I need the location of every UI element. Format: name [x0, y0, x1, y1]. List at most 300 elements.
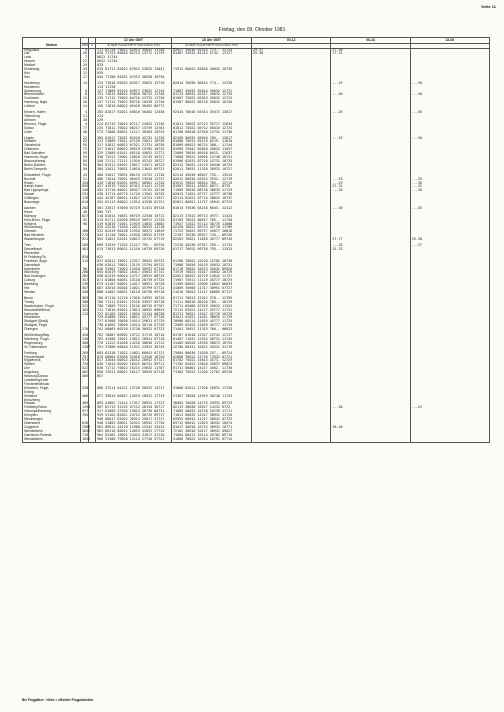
subheader-12-codes: iiiii Nddff VVwwW PPPTT NhCLhCMCH TdTd [96, 44, 172, 49]
obs-18-gmt-cell: 62006 70012 15716 73532 07721 [172, 356, 252, 360]
obs-18-gmt-cell: 82027 35630 01514 773-- 12724 [172, 48, 252, 52]
obs-12-gmt-cell: 0022 11744 [96, 60, 172, 64]
station-name-cell: Fürstenfeldbruck [23, 383, 81, 387]
station-name-cell: Erding [23, 391, 81, 395]
header-col-c: 18-06 [410, 38, 489, 44]
station-height-cell: 522 [82, 366, 89, 371]
obs-18-gmt-cell: 71111 66016 00216 785-- 10729 [172, 301, 252, 305]
obs-18-gmt-cell: 81017 40016 10714 30932 10771 [172, 426, 252, 430]
station-name-cell: Essen [23, 182, 81, 186]
station-name-cell: Düsseldorf, Flugh. [23, 174, 81, 178]
station-name-cell: Weißenburg [23, 226, 81, 230]
obs-12-gmt-cell: 452 62113 80022 11914 41536 01721 [96, 201, 172, 205]
station-height-cell: 530 [82, 385, 89, 390]
station-height-cell: 202 [82, 205, 89, 210]
obs-18-gmt-cell: 81809 60022 00714 300-- 11744 [172, 144, 252, 148]
obs-18-gmt-cell: 71808 70521 10016 15746 10731 [172, 156, 252, 160]
station-name-cell: Giessen [23, 230, 81, 234]
station-height-cell: 272 [82, 233, 89, 238]
col-b-cell: ---29 [331, 137, 410, 141]
station-name-cell: Memmingen [23, 418, 81, 422]
obs-12-gmt-cell: 946 68017 62022 26312 29017 31717 [96, 418, 172, 422]
obs-12-gmt-cell: 348 72111 71211 11916 45742 10727 [96, 160, 172, 164]
obs-12-gmt-cell: 729 61808 75011 10011 45777 07728 [96, 316, 172, 320]
station-name-cell: Deuselbach [23, 248, 81, 252]
obs-18-gmt-cell: 81808 70611 05119 6219- 11620 [172, 140, 252, 144]
station-height-cell: 21 [81, 178, 89, 182]
station-height-cell: 921 [82, 237, 89, 242]
station-height-cell: 406 [82, 393, 89, 398]
obs-18-gmt-cell: 31006 62011 17920 10931 11726 [172, 387, 252, 391]
station-height-cell: 276 [82, 327, 89, 332]
obs-18-gmt-cell: 81614 75636 04216 6043- 12412 [172, 207, 252, 211]
obs-12-gmt-cell: 229 [96, 119, 172, 123]
station-name-cell: Würzburg [23, 271, 81, 275]
obs-12-gmt-cell: 817 32044 60012 20212 20932 07721 [96, 359, 172, 363]
col-a-cell: 29-37 [252, 48, 331, 52]
obs-12-gmt-cell: 655 62019 70022 16417 45632 07741 [96, 271, 172, 275]
station-name-cell: Kahler Asten [23, 185, 81, 189]
obs-18-gmt-cell: 62420 70022 09713 45776 11709 [172, 226, 252, 230]
obs-12-gmt-cell: 020 71723 60026 03713 13772 11739 [96, 52, 172, 56]
station-name-cell: Darmstadt [23, 264, 81, 268]
obs-12-gmt-cell: 438 31714 60775 11716 11942 10735 [96, 193, 172, 197]
obs-18-gmt-cell: 21307 70020 14919 30740 11723 [172, 395, 252, 399]
obs-18-gmt-cell: 82014 76636 00514 774-- 13726 [172, 82, 252, 86]
obs-12-gmt-cell: 675 41107 60031 14417 30931 10728 [96, 283, 172, 287]
station-name-cell: Emden, Hafen [23, 111, 81, 115]
obs-12-gmt-cell: 542 32110 70021 12918 16932 07739 [96, 234, 172, 238]
obs-12-gmt-cell: 317 51812 60022 07521 21731 10736 [96, 144, 172, 148]
station-height-cell: 977 [82, 409, 89, 414]
station-name-cell: Passau [23, 402, 81, 406]
obs-18-gmt-cell: 81907 76611 43622 6077- 8729 [172, 185, 252, 189]
station-height-cell: 112 [82, 311, 89, 316]
obs-18-gmt-cell: 71702 62022 13018 45037 09623 [172, 363, 252, 367]
obs-18-gmt-cell: 81708 60018 07918 15731 11736 [172, 131, 252, 135]
obs-18-gmt-cell: 61718 70022 10413 45632 09526 [172, 268, 252, 272]
station-height-cell: 627 [82, 213, 89, 218]
obs-18-gmt-cell: 71908 70026 10119 45632 10731 [172, 264, 252, 268]
obs-12-gmt-cell: 131 71815 66022 03816 30732 11748 [96, 93, 172, 97]
header-col-b: 06-18 [331, 38, 410, 44]
obs-12-gmt-cell: 966 31300 79020 12114 27740 37721 [96, 438, 172, 442]
station-height-cell: 8 [81, 93, 89, 97]
obs-12-gmt-cell: 327 51617 60022 09519 15782 10733 [96, 148, 172, 152]
station-name-cell: Neustadt/Weinstr. [23, 309, 81, 313]
col-b-cell: ---26 [331, 189, 410, 193]
station-height-cell: 1493 [82, 405, 91, 410]
station-name-cell: Spiekeroog [23, 90, 81, 94]
station-height-cell: 318 [82, 336, 89, 341]
col-b-cell: 27-36 [331, 48, 410, 52]
col-b-cell: 28-46 [331, 426, 410, 430]
footnote: Bei Flugplätze : Höhe = offizielle Flugplatzhöhe [22, 698, 94, 702]
obs-12-gmt-cell: 554 31021 62241 44613 15732 07719 [96, 238, 172, 242]
station-name-cell: Hannover, flugh. [23, 156, 81, 160]
station-height-cell: 438 [82, 289, 89, 294]
station-name-cell: Osnabrück [23, 144, 81, 148]
obs-18-gmt-cell: 72216 40236 07917 763-- 11731 [172, 244, 252, 248]
station-height-cell: 1832 [82, 428, 91, 433]
weather-table [22, 37, 490, 443]
obs-12-gmt-cell: 742 60003 60226 13720 30932 07723 [96, 328, 172, 332]
station-name-cell: Braunschweig [23, 160, 81, 164]
col-c-cell: ---32 [410, 185, 489, 189]
station-name-cell: Bremen, Flugh. [23, 123, 81, 127]
station-name-cell: Frankfurt, flugh. [23, 260, 81, 264]
col-b-cell: ---30 [331, 406, 410, 410]
station-name-cell: Wasserkuppe [23, 238, 81, 242]
obs-18-gmt-cell: 92114 62021 07714 30641 10737 [172, 197, 252, 201]
station-name-cell: Garmisch-Partenk. [23, 434, 81, 438]
station-name-cell: Pferdsfeld [23, 252, 81, 256]
station-height-cell: 322 [82, 303, 89, 308]
obs-18-gmt-cell: 71909 70016 08718 30635 11723 [172, 189, 252, 193]
station-height-cell: 154 [82, 180, 89, 185]
station-name-cell: Tholey [23, 301, 81, 305]
obs-18-gmt-cell: 81912 70022 06614 785-- 12713 [172, 182, 252, 186]
station-name-cell: Zugspitze [23, 426, 81, 430]
obs-18-gmt-cell: 32700 60431 10512 45531 31719 [172, 346, 252, 350]
obs-12-gmt-cell: 727 62103 70031 13610 22134 08738 [96, 313, 172, 317]
station-name-cell: Bad Kissingen [23, 275, 81, 279]
station-name-cell: Weiden [23, 291, 81, 295]
obs-18-gmt-cell: 62214 45616 06617 755-- 13514 [172, 174, 252, 178]
station-height-cell: 46 [81, 211, 89, 215]
obs-18-gmt-cell: 61811 61021 14421 30632 11729 [172, 316, 252, 320]
obs-12-gmt-cell: 039 [96, 72, 172, 76]
col-c-cell: ---37 [410, 244, 489, 248]
station-height-cell: 92 [81, 219, 89, 223]
station-name-cell: Berlin-Dahlem [23, 164, 81, 168]
obs-12-gmt-cell: 635 61711 62022 07015 23632 12031 [96, 68, 172, 72]
obs-18-gmt-cell: 92415 70016 01913 35472 13617 [172, 111, 252, 115]
obs-12-gmt-cell: 836 71044 80202 16315 06741 09711 [96, 363, 172, 367]
obs-18-gmt-cell: 62013 71022 07717 15777 10738 [172, 193, 252, 197]
station-name-cell: Stuttgart (Stadt) [23, 320, 81, 324]
obs-18-gmt-cell: 70906 60214 11619 45777 11725 [172, 320, 252, 324]
obs-12-gmt-cell: 0022 11744 [96, 56, 172, 60]
obs-12-gmt-cell: 113 71816 65032 03317 35632 12718 [96, 82, 172, 86]
obs-18-gmt-cell: 61407 71031 12914 30731 11745 [172, 338, 252, 342]
obs-18-gmt-cell: 71927 72022 07112 30775 11608 [172, 223, 252, 227]
obs-12-gmt-cell: 763 41506 75011 13612 16931 07718 [96, 338, 172, 342]
obs-12-gmt-cell: 962 80912 44110 12900 12342 33524 [96, 426, 172, 430]
obs-18-gmt-cell: 81987 60022 00716 45632 10740 [172, 101, 252, 105]
station-height-cell: 112 [82, 258, 89, 263]
obs-18-gmt-cell: 61702 75022 15613 4573- 12729 [172, 359, 252, 363]
station-name-cell: Karlsruhe [23, 313, 81, 317]
station-height-cell: 409 [82, 401, 89, 406]
station-name-cell: Aachen [23, 207, 81, 211]
obs-12-gmt-cell: 045 71706 65031 07513 30938 10736 [96, 76, 172, 80]
station-height-cell: 85 [81, 160, 89, 164]
obs-12-gmt-cell: 687 42016 60202 14021 45799 07724 [96, 287, 172, 291]
station-height-cell: 26 [81, 52, 89, 56]
station-height-cell: 405 [82, 374, 89, 379]
station-name-cell: Stuttgart, Flugh. [23, 324, 81, 328]
page-title: Freitag, den 09. Oktober 1981 [218, 27, 286, 33]
station-height-cell: 186 [82, 229, 89, 234]
station-height-cell: 1832 [82, 436, 91, 441]
station-name-cell: Kempten [23, 414, 81, 418]
obs-12-gmt-cell: 803 62318 71022 14021 60942 07721 [96, 352, 172, 356]
col-b-cell: ---26 [331, 111, 410, 115]
station-name-cell: Augsburg [23, 371, 81, 375]
col-b-cell: ---29 [331, 82, 410, 86]
station-name-cell: Kreuzberg [23, 399, 81, 403]
station-height-cell: 357 [82, 278, 89, 283]
station-name-cell: Münster [23, 140, 81, 144]
obs-12-gmt-cell: 815 60064 63036 31016 14346 16726 [96, 356, 172, 360]
station-name-cell: Wendelstein [23, 430, 81, 434]
obs-12-gmt-cell: 505 737 [96, 211, 172, 215]
obs-18-gmt-cell: 36003 70020 14719 34931 09723 [172, 402, 252, 406]
col-a-cell [252, 438, 331, 442]
obs-12-gmt-cell: 501 32017 63030 07219 31431 09728 [96, 207, 172, 211]
station-name-cell: Köln-Bonn, Flugh. [23, 219, 81, 223]
obs-18-gmt-cell: 31405 60026 14916 30673 10725 [172, 342, 252, 346]
obs-18-gmt-cell: 71711 65000 07519 45632 11525 [172, 305, 252, 309]
obs-12-gmt-cell: 737 61908 70036 14514 29631 07729 [96, 320, 172, 324]
station-height-cell: 239 [82, 282, 89, 287]
station-name-cell: Koblenz [23, 223, 81, 227]
obs-18-gmt-cell: 21309 60022 10509 10641 06633 [172, 283, 252, 287]
subheader-s: S. [89, 44, 96, 49]
obs-18-gmt-cell: 71907 75611 11119 45777 10729 [172, 279, 252, 283]
obs-12-gmt-cell: 224 61715 70022 07117 24932 11736 [96, 123, 172, 127]
subheader-height: Höhe [82, 44, 89, 47]
obs-12-gmt-cell: 609 31919 71252 11217 795-- 09726 [96, 244, 172, 248]
station-name-cell: München, Flugh. [23, 387, 81, 391]
station-name-cell: Hohenpeißenberg [23, 410, 81, 414]
obs-12-gmt-cell: 638 62011 70021 13119 15794 09732 [96, 264, 172, 268]
col-b-cell: ---30 [331, 207, 410, 211]
obs-12-gmt-cell: 127 71809 65122 03917 23632 12743 [96, 90, 172, 94]
obs-12-gmt-cell: 857 [96, 375, 172, 379]
obs-18-gmt-cell: 71004 60412 10114 45782 09716 [172, 434, 252, 438]
obs-18-gmt-cell: 82203 70021 11818 45777 09743 [172, 238, 252, 242]
obs-12-gmt-cell: 329 21809 61011 09118 45632 12771 [96, 152, 172, 156]
station-height-cell: 481 [82, 247, 89, 251]
station-name-cell: Cuxhaven [23, 97, 81, 101]
obs-12-gmt-cell: 762 70007 60502 15712 31719 10710 [96, 334, 172, 338]
station-height-cell: 16 [81, 101, 89, 105]
station-name-cell: Nürnberg, Flugh. [23, 338, 81, 342]
obs-18-gmt-cell: 71723 70022 09717 45677 10818 [172, 230, 252, 234]
obs-18-gmt-cell: 82012 60016 04915 3532- 12719 [172, 178, 252, 182]
station-height-cell: 269 [82, 350, 89, 355]
station-height-cell: 43 [81, 68, 89, 72]
obs-18-gmt-cell: 81811 75022 05712 50415 12724 [172, 127, 252, 131]
obs-18-gmt-cell: 81811 70022 07213 35777 12634 [172, 123, 252, 127]
header-12-gmt: 12 Uhr GMT [96, 38, 172, 44]
obs-12-gmt-cell: 135 71712 75022 04716 23732 11750 [96, 97, 172, 101]
obs-12-gmt-cell: 850 72011 80022 16117 30935 07718 [96, 371, 172, 375]
station-name-cell: Berus [23, 297, 81, 301]
col-c-cell: ---30 [410, 189, 489, 193]
station-height-cell: 55 [81, 156, 89, 160]
col-c-cell: ---36 [410, 182, 489, 186]
station-name-cell: Kleve [23, 211, 81, 215]
obs-18-gmt-cell: 81703 70622 06617 785-- 11728 [172, 219, 252, 223]
station-height-cell: 50 [81, 168, 89, 172]
obs-18-gmt-cell: 71401 70021 11319 760-- 06823 [172, 328, 252, 332]
station-name-cell: Soltau [23, 127, 81, 131]
station-height-cell: 4 [81, 48, 89, 52]
station-height-cell: 2960 [82, 424, 91, 429]
station-height-cell: 705 [82, 413, 89, 418]
obs-12-gmt-cell: 706 71111 61011 13216 33537 09718 [96, 301, 172, 305]
station-name-cell: Nürburg [23, 215, 81, 219]
station-name-cell: Bremerhaven [23, 93, 81, 97]
station-name-cell: Bad Lippspringe [23, 189, 81, 193]
station-name-cell: Landsberg/Lech [23, 379, 81, 383]
station-name-cell: Hof [23, 287, 81, 291]
obs-12-gmt-cell: 688 41807 60031 16116 20730 09718 [96, 291, 172, 295]
obs-12-gmt-cell: 866 37214 64121 13720 30932 14717 [96, 387, 172, 391]
station-height-cell: 176 [82, 196, 89, 201]
obs-12-gmt-cell: 529 42218 71036 12013 30933 14718 [96, 226, 172, 230]
obs-12-gmt-cell: 305 61817 75031 01518 45732 11736 [96, 137, 172, 141]
obs-18-gmt-cell: 62021 60022 10719 14642 11737 [172, 275, 252, 279]
station-height-cell: 826 [82, 254, 89, 259]
station-height-cell: 816 [82, 420, 89, 425]
obs-12-gmt-cell: 427 41919 72022 07413 21441 11749 [96, 185, 172, 189]
station-height-cell: 265 [82, 243, 89, 248]
obs-12-gmt-cell: 203 62017 62021 03616 30402 12436 [96, 111, 172, 115]
station-name-cell: Oldenburg [23, 115, 81, 119]
col-b-cell: ---25 [331, 178, 410, 182]
station-name-cell: Weißenburg/Bay. [23, 334, 81, 338]
station-height-cell: 63 [81, 140, 89, 144]
station-name-cell: Coburg [23, 279, 81, 283]
obs-18-gmt-cell: 81711 70021 13517 35776 10729 [172, 313, 252, 317]
station-name-cell: Kiel [23, 76, 81, 80]
station-name-cell: Husum [23, 60, 81, 64]
col-b-cell: 27-31 [331, 185, 410, 189]
obs-18-gmt-cell: 82412 70031 14119 50446 10729 [172, 164, 252, 168]
station-name-cell: Öhringen [23, 328, 81, 332]
obs-12-gmt-cell: 432 31710 60021 09417 15742 10718 [96, 189, 172, 193]
station-name-cell: Göttingen [23, 197, 81, 201]
obs-18-gmt-cell: 71009 40032 10718 10739 11711 [172, 410, 252, 414]
station-name-cell: Lingen [23, 137, 81, 141]
col-c-cell: ---35 [410, 178, 489, 182]
obs-18-gmt-cell: 61711 70013 12412 370-- 12705 [172, 297, 252, 301]
obs-18-gmt-cell: 81487 25632 01214 5742- 13727 [172, 52, 252, 56]
station-height-cell: 567 [82, 286, 89, 291]
obs-12-gmt-cell: 400 31617 70031 00119 15732 11730 [96, 174, 172, 178]
obs-12-gmt-cell: 671 81806 60031 15116 20739 07725 [96, 279, 172, 283]
obs-18-gmt-cell: 81907 75022 02013 35632 12725 [172, 97, 252, 101]
obs-12-gmt-cell: 646 31902 75022 15418 30932 07728 [96, 268, 172, 272]
obs-12-gmt-cell: 384 32011 70031 14018 11642 09723 [96, 168, 172, 172]
obs-18-gmt-cell: 71919 70022 10417 45632 10729 [172, 271, 252, 275]
station-name-cell: Bamberg [23, 283, 81, 287]
station-height-cell: 12 [81, 72, 89, 76]
obs-12-gmt-cell: 706 07110 31216 17016 24932 18726 [96, 297, 172, 301]
obs-12-gmt-cell: 964 62402 10031 14415 31017 31716 [96, 434, 172, 438]
col-c-cell: ---25 [410, 406, 489, 410]
station-height-cell: 386 [82, 299, 89, 304]
col-c-cell: ---35 [410, 207, 489, 211]
station-height-cell: 4 [81, 123, 89, 127]
obs-18-gmt-cell: 72009 62022 11619 45777 11719 [172, 324, 252, 328]
station-height-cell: 5 [81, 90, 89, 94]
obs-12-gmt-cell: 791 37000 60016 11912 24931 36749 [96, 346, 172, 350]
obs-12-gmt-cell: 513 61711 62036 09519 30972 12720 [96, 219, 172, 223]
station-name-cell: Braunlage [23, 201, 81, 205]
station-height-cell: 268 [82, 270, 89, 275]
station-height-cell: 734 [82, 362, 89, 367]
obs-18-gmt-cell: 62011 70031 11318 30932 10727 [172, 168, 252, 172]
station-height-cell: 420 [82, 333, 89, 338]
station-name-cell: Mannheim [23, 268, 81, 272]
obs-12-gmt-cell: 519 61819 72031 11919 14632 13682 [96, 223, 172, 227]
station-name-cell: Freudenstadt [23, 356, 81, 360]
station-name-cell: Kiel [23, 72, 81, 76]
col-c-cell: ---36 [410, 111, 489, 115]
col-c-cell: ---36 [410, 93, 489, 97]
station-name-cell: Celle [23, 131, 81, 135]
station-height-cell: 797 [82, 354, 89, 359]
col-b-cell: ---30 [331, 93, 410, 97]
obs-12-gmt-cell: 273 71808 60031 11117 30303 10729 [96, 131, 172, 135]
obs-18-gmt-cell: 83712 60012 12819 40332 10574 [172, 422, 252, 426]
station-height-cell: 11 [81, 115, 89, 119]
obs-18-gmt-cell: 81909 75642 05818 45632 11637 [172, 148, 252, 152]
station-name-cell: Kl.Feldberg/Ts. [23, 256, 81, 260]
obs-18-gmt-cell: 82113 37812 09713 4977- 11525 [172, 215, 252, 219]
station-height-cell: 77 [81, 127, 89, 131]
obs-12-gmt-cell: 410 71810 62031 05917 40981 11728 [96, 182, 172, 186]
station-height-cell: 72 [81, 148, 89, 152]
station-height-cell: 95 [81, 144, 89, 148]
station-height-cell: 99 [81, 152, 89, 156]
obs-12-gmt-cell: 622 [96, 256, 172, 260]
obs-12-gmt-cell: 224 [96, 115, 172, 119]
station-height-cell: 43 [81, 174, 89, 178]
station-height-cell: 7 [81, 56, 89, 60]
obs-18-gmt-cell: 31006 70021 10314 10791 07715 [172, 438, 252, 442]
station-name-cell: Stötten [23, 363, 81, 367]
header-station: Station [23, 38, 81, 49]
obs-18-gmt-cell: 81707 61618 12517 15741 12727 [172, 334, 252, 338]
station-height-cell: 163 [82, 307, 89, 312]
station-height-cell: 614 [82, 200, 89, 205]
obs-12-gmt-cell: 156 71810 60022 09416 30492 06772 [96, 105, 172, 109]
station-height-cell: 4 [81, 111, 89, 115]
station-name-cell: Saarbrücken, Flugh. [23, 305, 81, 309]
obs-12-gmt-cell: 948 31002 80021 32521 10932 17736 [96, 422, 172, 426]
col-b-cell: 25-33 [331, 248, 410, 252]
obs-12-gmt-cell: 615 71613 80031 11216 10739 09728 [96, 248, 172, 252]
obs-12-gmt-cell: 917 61009 37034 15013 36730 08731 [96, 410, 172, 414]
obs-12-gmt-cell: 384 81511 64031 15017 14571 10723 [96, 164, 172, 168]
station-height-cell: 462 [82, 370, 89, 375]
obs-18-gmt-cell: 73004 60036 11620 257-- 09724 [172, 352, 252, 356]
col-c-cell [410, 438, 489, 442]
station-height-cell: 40 [81, 119, 89, 123]
obs-12-gmt-cell: 836 71712 70022 16215 25632 11707 [96, 367, 172, 371]
obs-18-gmt-cell: 71811 60032 14317 30931 11726 [172, 414, 252, 418]
header-col-a: 00-12 [252, 38, 331, 44]
col-c-cell: 25-38 [410, 238, 489, 242]
station-height-cell: 363 [82, 295, 89, 300]
obs-12-gmt-cell: 406 71614 70031 06419 23530 12737 [96, 178, 172, 182]
